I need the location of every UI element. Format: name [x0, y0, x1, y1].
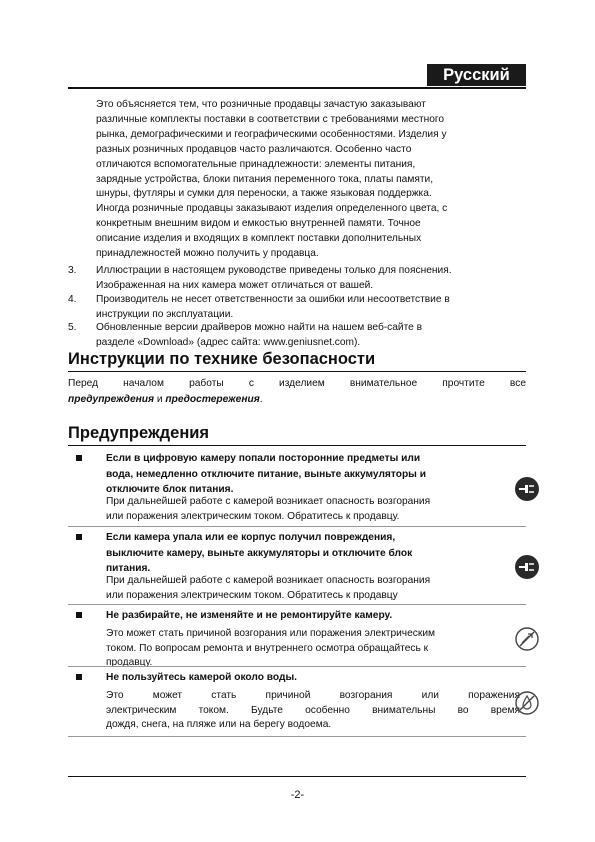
- no-disassemble-icon: [514, 626, 540, 652]
- cautions-term: предостережения: [165, 394, 260, 405]
- intro-line: шнуры, футляры и сумки для переноски, а также языковая поддержка.: [96, 188, 432, 200]
- safety-heading: Инструкции по технике безопасности: [68, 350, 376, 368]
- intro-line: Иногда розничные продавцы заказывают изделия определенного цвета, с: [96, 203, 448, 215]
- warning-body-line: или поражения электрическим током. Обратитесь к продавцу.: [106, 510, 400, 522]
- warning-separator: [68, 604, 526, 605]
- safety-intro: [68, 376, 526, 408]
- warning-title-line: вода, немедленно отключите питание, выньте аккумуляторы и: [106, 468, 426, 480]
- warning-body-line: Это может стать причиной возгорания или поражения: [106, 690, 520, 701]
- page-number: -2-: [290, 789, 305, 801]
- warning-body-line: продавцу.: [106, 657, 153, 669]
- safety-intro-line: Перед началом работы с изделием внимательное прочтите все: [68, 378, 526, 389]
- warning-title-line: питания.: [106, 563, 151, 574]
- item-line: разделе «Download» (адрес сайта: www.geniusnet.com).: [96, 336, 361, 348]
- unplug-icon: [514, 476, 540, 502]
- warnings-heading-rule: [68, 445, 526, 446]
- warning-body-line: При дальнейшей работе с камерой возникает опасность возгорания: [106, 496, 431, 507]
- intro-line: зарядные устройства, блоки питания переменного тока, платы памяти,: [96, 173, 434, 185]
- item-number: 4.: [68, 294, 77, 305]
- warning-body-line: или поражения электрическим током. Обратитесь к продавцу: [106, 589, 398, 601]
- item-line: инструкции по эксплуатации.: [96, 308, 234, 320]
- item-line: Изображенная на них камера может отличаться от вашей.: [96, 279, 374, 291]
- warning-title-line: выключите камеру, выньте аккумуляторы и отключите блок: [106, 547, 413, 559]
- warning-body-line: Это может стать причиной возгорания или поражения электрическим: [106, 628, 436, 639]
- safety-heading-rule: [68, 371, 526, 372]
- intro-line: принадлежностей можно получить у продавца.: [96, 248, 319, 260]
- header-rule: [68, 87, 526, 89]
- intro-line: рынка, демографическими и географическими особенностями. Изделия у: [96, 128, 447, 140]
- intro-line: различные комплекты поставки в соответствии с требованиями местного: [96, 113, 445, 125]
- item-line: Иллюстрации в настоящем руководстве приведены только для пояснения.: [96, 265, 452, 276]
- footer-rule: [68, 776, 526, 777]
- warning-title-line: Не пользуйтесь камерой около воды.: [106, 672, 297, 683]
- item-number: 3.: [68, 265, 77, 276]
- intro-line: описание изделия и входящих в комплект поставки дополнительных: [96, 233, 422, 245]
- warning-body-line: дождя, снега, на пляже или на берегу водоема.: [106, 719, 332, 731]
- unplug-icon: [514, 554, 540, 580]
- language-badge: Русский: [427, 64, 526, 86]
- item-line: Обновленные версии драйверов можно найти на нашем веб-сайте в: [96, 322, 423, 333]
- intro-paragraph: [96, 98, 516, 262]
- bullet: [76, 455, 82, 461]
- warning-body-line: током. По вопросам ремонта и внутреннего осмотра обращайтесь к: [106, 642, 429, 654]
- bullet: [76, 612, 82, 618]
- warning-title-line: Если камера упала или ее корпус получил повреждения,: [106, 532, 396, 543]
- warnings-heading: Предупреждения: [68, 424, 210, 442]
- warnings-term: предупреждения: [68, 394, 155, 405]
- intro-line: Это объясняется тем, что розничные продавцы зачастую заказывают: [96, 99, 426, 110]
- warning-title-line: Не разбирайте, не изменяйте и не ремонтируйте камеру.: [106, 610, 393, 621]
- bullet: [76, 534, 82, 540]
- and-word: и: [154, 394, 166, 405]
- warning-title-line: отключите блок питания.: [106, 484, 234, 495]
- warning-body-line: электрическим током. Будьте особенно внимательны во время: [106, 704, 520, 716]
- warning-separator: [68, 526, 526, 527]
- intro-line: разных розничных продавцов часто различаются. Особенно часто: [96, 143, 412, 155]
- intro-line: отличаются вспомогательные принадлежности: элементы питания,: [96, 158, 416, 170]
- intro-line: конкретным внешним видом и емкостью внутренней памяти. Точное: [96, 218, 421, 230]
- warning-separator: [68, 666, 526, 667]
- warning-body-line: При дальнейшей работе с камерой возникает опасность возгорания: [106, 575, 431, 586]
- warning-separator: [68, 736, 526, 737]
- warning-title-line: Если в цифровую камеру попали посторонние предметы или: [106, 453, 421, 464]
- item-line: Производитель не несет ответственности за ошибки или несоответствие в: [96, 294, 450, 305]
- item-number: 5.: [68, 322, 77, 333]
- bullet: [76, 674, 82, 680]
- period: .: [259, 394, 263, 405]
- no-water-icon: [514, 690, 540, 716]
